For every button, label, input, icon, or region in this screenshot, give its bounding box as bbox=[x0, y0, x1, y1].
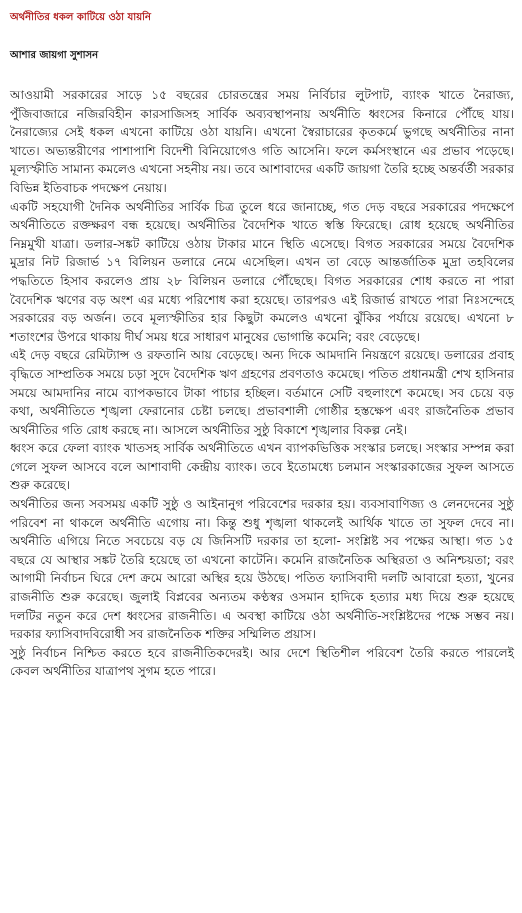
article-body bbox=[10, 86, 514, 681]
article-paragraph: অর্থনীতির জন্য সবসময় একটি সুষ্ঠু ও আইনানুগ পরিবেশের দরকার হয়। ব্যবসাবাণিজ্য ও লেনদেনের সুষ্ঠু পরিবেশ না থাকলে অর্থনীতি এগোয় না। কিন্তু শুধু শৃঙ্খলা থাকলেই আর্থিক খাতে তা সুফল দেবে না। অর্থনীতি এগিয়ে নিতে সবচেয়ে বড় যে জিনিসটি দরকার তা হলো- সংশ্লিষ্ট সব পক্ষের আস্থা। গত ১৫ বছরে যে আস্থার সঙ্কট তৈরি হয়েছে তা এখনো কাটেনি। কমেনি রাজনৈতিক অস্থিরতা ও অনিশ্চয়তা; বরং আগামী নির্বাচন ঘিরে দেশ ক্রমে আরো অস্থির হয়ে উঠছে। পতিত ফ্যাসিবাদী দলটি আবারো হত্যা, খুনের রাজনীতি শুরু করেছে। জুলাই বিপ্লবের অন্যতম কণ্ঠস্বর ওসমান হাদিকে হত্যার মধ্য দিয়ে শুরু হয়েছে দলটির নতুন করে দেশ ধ্বংসের রাজনীতি। এ অবস্থা কাটিয়ে ওঠা অর্থনীতি-সংশ্লিষ্টদের পক্ষে সম্ভব নয়। দরকার ফ্যাসিবাদবিরোধী সব রাজনৈতিক শক্তির সম্মিলিত প্রয়াস। bbox=[10, 497, 514, 642]
article-paragraph: একটি সহযোগী দৈনিক অর্থনীতির সার্বিক চিত্র তুলে ধরে জানাচ্ছে, গত দেড় বছরে সরকারের পদক্ষেপে অর্থনীতিতে রক্তক্ষরণ বন্ধ হয়েছে। অর্থনীতির বৈদেশিক খাতে স্বস্তি ফিরেছে। রোধ হয়েছে অর্থনীতির নিম্নমুখী যাত্রা। ডলার-সঙ্কট কাটিয়ে ওঠায় টাকার মানে স্থিতি এসেছে। বিগত সরকারের সময়ে বৈদেশিক মুদ্রার নিট রিজার্ভ ১৭ বিলিয়ন ডলারে নেমে এসেছিল। এখন তা বেড়ে আন্তর্জাতিক মুদ্রা তহবিলের পদ্ধতিতে হিসাব করলেও প্রায় ২৮ বিলিয়ন ডলারে পৌঁছেছে। বিগত সরকারের শোধ করতে না পারা বৈদেশিক ঋণের বড় অংশ এর মধ্যে পরিশোধ করা হয়েছে। তারপরও এই রিজার্ভ রাখতে পারা নিঃসন্দেহে সরকারের বড় অর্জন। তবে মূল্যস্ফীতির হার কিছুটা কমলেও এখনো ঝুঁকির পর্যায়ে রয়েছে। এখনো ৮ শতাংশের উপরে থাকায় দীর্ঘ সময় ধরে সাধারণ মানুষের ভোগান্তি কমেনি; বরং বেড়েছে। bbox=[10, 199, 514, 344]
article-paragraph: ধ্বংস করে ফেলা ব্যাংক খাতসহ সার্বিক অর্থনীতিতে এখন ব্যাপকভিত্তিক সংস্কার চলছে। সংস্কার সম্পন্ন করা গেলে সুফল আসবে বলে আশাবাদী কেন্দ্রীয় ব্যাংক। তবে ইতোমধ্যে চলমান সংস্কারকাজের সুফল আসতে শুরু করেছে। bbox=[10, 441, 514, 493]
article-kicker: অর্থনীতির ধকল কাটিয়ে ওঠা যায়নি bbox=[10, 12, 151, 23]
article-headline: আশার জায়গা সুশাসন bbox=[10, 50, 99, 61]
article-paragraph: এই দেড় বছরে রেমিট্যান্স ও রফতানি আয় বেড়েছে। অন্য দিকে আমদানি নিয়ন্ত্রণে রয়েছে। ডলারের প্রবাহ বৃদ্ধিতে সাম্প্রতিক সময়ে চড়া সুদে বৈদেশিক ঋণ গ্রহণের প্রবণতাও কমেছে। পতিত প্রধানমন্ত্রী শেখ হাসিনার সময়ে আমদানির নামে ব্যাপকভাবে টাকা পাচার হচ্ছিল। বর্তমানে সেটি বহুলাংশে কমেছে। সব চেয়ে বড় কথা, অর্থনীতিতে শৃঙ্খলা ফেরানোর চেষ্টা চলছে। প্রভাবশালী গোষ্ঠীর হস্তক্ষেপ এবং রাজনৈতিক প্রভাব অর্থনীতির গতি রোধ করছে না। আসলে অর্থনীতির সুষ্ঠু বিকাশে শৃঙ্খলার বিকল্প নেই। bbox=[10, 348, 514, 437]
article-paragraph: আওয়ামী সরকারের সাড়ে ১৫ বছরের চোরতন্ত্রের সময় নির্বিচার লুটপাট, ব্যাংক খাতে নৈরাজ্য, পুঁজিবাজারে নজিরবিহীন কারসাজিসহ সার্বিক অব্যবস্থাপনায় অর্থনীতি ধ্বংসের কিনারে পৌঁছে যায়। নৈরাজ্যের সেই ধকল এখনো কাটিয়ে ওঠা যায়নি। এখনো স্বৈরাচারের কৃতকর্মে ভুগছে অর্থনীতির নানা খাতে। অভ্যন্তরীণের পাশাপাশি বিদেশী বিনিয়োগেও গতি আসেনি। ফলে কর্মসংস্থানে এর প্রভাব পড়েছে। মূল্যস্ফীতি সামান্য কমলেও এখনো সহনীয় নয়। তবে আশাবাদের একটি জায়গা তৈরি হচ্ছে অন্তর্বর্তী সরকার বিভিন্ন ইতিবাচক পদক্ষেপ নেয়ায়। bbox=[10, 88, 514, 195]
article-paragraph: সুষ্ঠু নির্বাচন নিশ্চিত করতে হবে রাজনীতিকদেরই। আর দেশে স্থিতিশীল পরিবেশ তৈরি করতে পারলেই কেবল অর্থনীতির যাত্রাপথ সুগম হতে পারে। bbox=[10, 645, 514, 679]
editorial-article bbox=[10, 4, 514, 681]
